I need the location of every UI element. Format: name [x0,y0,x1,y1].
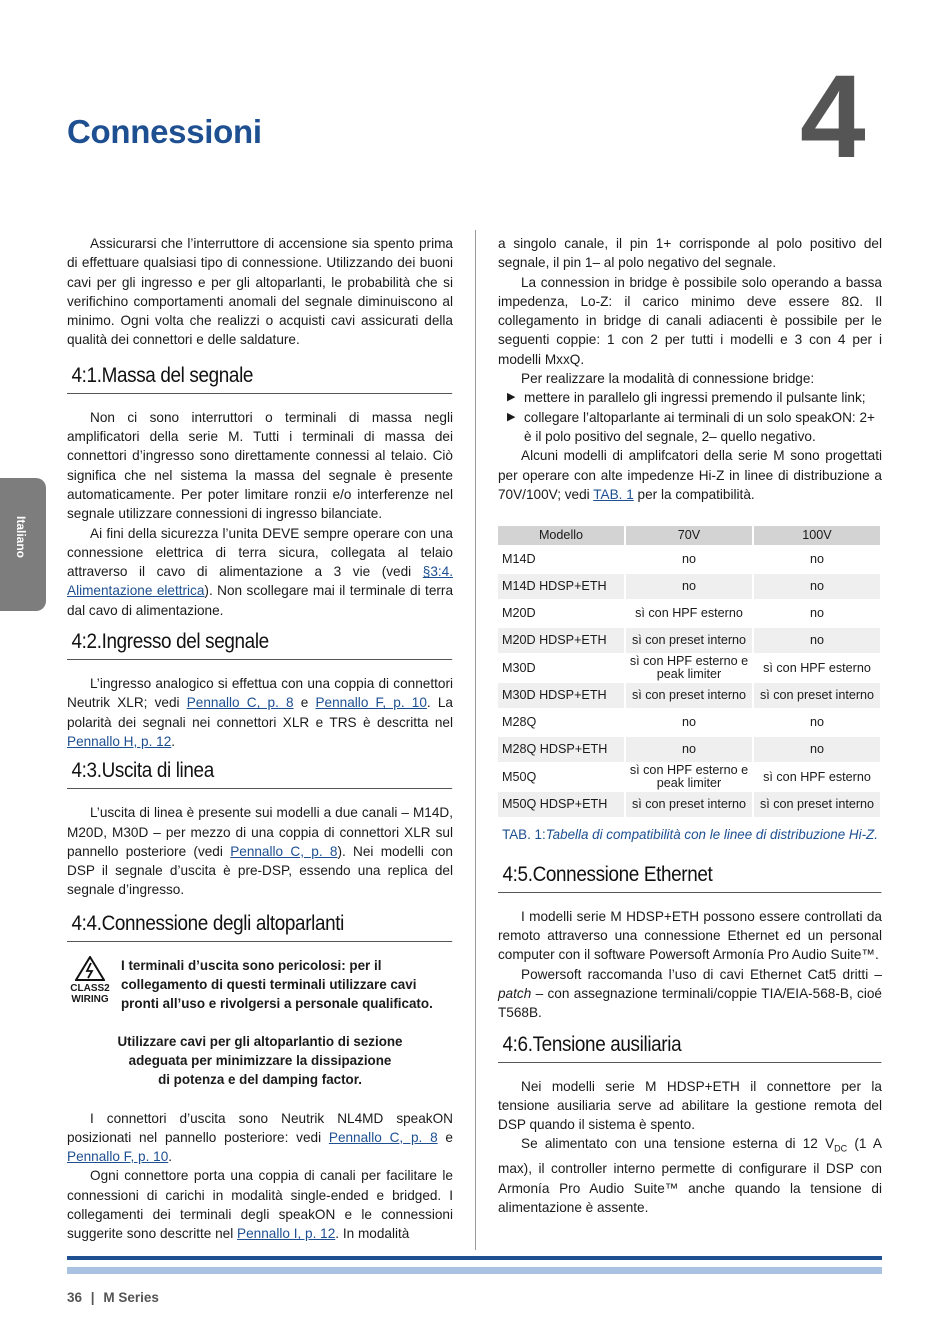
chapter-number: 4 [800,51,866,183]
table-cell: M28Q HDSP+ETH [498,737,624,762]
section-4-1-paragraph-1: Non ci sono interruttori o terminali di massa negli amplificatori della serie M. Tutti i terminali di massa dei connettori d’ingresso sono direttamente connessi al telaio. Ciò significa che nel sistema la massa del segnale è presente automaticamente. Per poter limitare ronzii e/o interferenze nel segnale utilizzare connessioni di ingresso bilanciate. [67,409,453,522]
list-item: ▶ collegare l’altoparlante ai terminali di un solo speakON: 2+ è il polo positivo del segnale, 2– quello negativo. [507,409,875,444]
chapter-title: Connessioni [67,113,262,150]
table-cell: M20D [498,601,624,626]
table-row [498,764,880,790]
table-cell: sì con preset interno [626,792,752,817]
table-cell: no [626,547,752,572]
table-row [498,574,880,599]
table-cell: M30D HDSP+ETH [498,683,624,708]
link-pennallo-h[interactable]: Pennallo H, p. 12 [67,733,172,749]
footer-separator: | [90,1290,95,1305]
bullet-arrow-icon: ▶ [507,391,516,404]
page-footer [67,1288,159,1307]
compatibility-table [496,524,882,819]
warning-text: I terminali d’uscita sono pericolosi: per il collegamento di questi terminali utilizzare cavi pronti all’uso e rivolgersi a personale qualificato. [121,957,433,1012]
table-cell: sì con preset interno [626,683,752,708]
right-paragraph-3: Per realizzare la modalità di connessione bridge: [521,371,815,387]
section-4-4-title: 4:4.Connessione degli altoparlanti [67,912,453,942]
table-cell: sì con preset interno [754,792,880,817]
footer-rule-dark [67,1256,882,1260]
table-cell: no [626,710,752,735]
link-pennallo-c-2[interactable]: Pennallo C, p. 8 [230,843,338,859]
language-tab[interactable] [0,478,46,611]
table-cell: no [754,547,880,572]
table-cell: M14D [498,547,624,572]
section-4-5-paragraph-2: Powersoft raccomanda l’uso di cavi Ethernet Cat5 dritti – patch – con assegnazione terminali/coppie TIA/EIA-568-B, cioé T568B. [498,966,882,1021]
table-cell: no [754,737,880,762]
table-header-row [498,526,880,545]
table-row [498,601,880,626]
link-pennallo-f[interactable]: Pennallo F, p. 10 [315,695,427,711]
section-4-6-paragraph-1: Nei modelli serie M HDSP+ETH il connettore per la tensione ausiliaria serve ad abilitare la gestione remota del DSP quando il sistema è spento. [498,1078,882,1133]
column-divider [475,230,476,1250]
table-row [498,683,880,708]
class2-wiring-icon: CLASS2 WIRING [67,956,113,1014]
list-item: ▶ mettere in parallelo gli ingressi premendo il pulsante link; [498,388,882,407]
link-pennallo-c[interactable]: Pennallo C, p. 8 [186,695,294,711]
section-4-4-paragraph-1: I connettori d’uscita sono Neutrik NL4MD speakON posizionati nel pannello posteriore: vedi Pennallo C, p. 8 e Pennallo F, p. 10. [67,1110,453,1165]
link-tab-1[interactable]: TAB. 1 [593,486,634,502]
table-cell: sì con preset interno [626,628,752,653]
table-cell: sì con HPF esterno [626,601,752,626]
table-cell: no [754,710,880,735]
section-4-2-title: 4:2.Ingresso del segnale [67,630,453,660]
left-column [67,234,453,1244]
table-cell: sì con preset interno [754,683,880,708]
bullet-arrow-icon: ▶ [507,410,516,423]
section-4-1-paragraph-2: Ai fini della sicurezza l’unita DEVE sempre operare con una connessione elettrica di terra sicura, collegata al telaio attraverso il cavo di alimentazione a 3 vie (vedi §3:4. Alimentazione elettrica). Non scollegare mai il terminale di terra dal cavo di alimentazione. [67,525,453,618]
cable-note: Utilizzare cavi per gli altoparlantio di sezione adeguata per minimizzare la dissipazione di potenza e del damping factor. [117,1033,403,1088]
table-cell: sì con HPF esterno [754,655,880,681]
footer-rule-light [67,1267,882,1274]
table-cell: sì con HPF esterno e peak limiter [626,655,752,681]
table-cell: M50Q HDSP+ETH [498,792,624,817]
section-4-6-title: 4:6.Tensione ausiliaria [498,1033,882,1063]
right-column [498,234,882,1217]
table-cell: no [754,601,880,626]
section-4-5-paragraph-1: I modelli serie M HDSP+ETH possono essere controllati da remoto attraverso una connessione Ethernet ed un personal computer con il software Powersoft Armonía Pro Audio Suite™. [498,908,882,963]
link-pennallo-i[interactable]: Pennallo I, p. 12 [237,1226,336,1242]
section-4-3-paragraph: L’uscita di linea è presente sui modelli a due canali – M14D, M20D, M30D – per mezzo di una coppia di connettori XLR sul pannello posteriore (vedi Pennallo C, p. 8). Nei modelli con DSP il segnale d’uscita è pre-DSP, essendo una replica del segnale d’ingresso. [67,805,453,898]
table-caption: TAB. 1:Tabella di compatibilità con le linee di distribuzione Hi-Z. [502,827,878,843]
warning-triangle-icon [75,956,105,981]
section-4-5-title: 4:5.Connessione Ethernet [498,863,882,893]
table-cell: M14D HDSP+ETH [498,574,624,599]
link-alimentazione[interactable]: §3:4. Alimentazione elettrica [67,564,453,599]
table-header-cell: Modello [498,526,624,545]
table-row [498,655,880,681]
table-cell: no [754,628,880,653]
link-pennallo-c-3[interactable]: Pennallo C, p. 8 [328,1129,438,1145]
bridge-steps-list [498,388,882,446]
section-4-6-paragraph-2: Se alimentato con una tensione esterna di 12 $V_{DC}$ (1 A max), il controller interno permette di configurare il DSP con Armonía Pro Audio Suite™ anche quando la tensione di alimentazione è assente. [498,1136,882,1216]
table-cell: sì con HPF esterno [754,764,880,790]
table-row [498,547,880,572]
table-row [498,737,880,762]
table-row [498,792,880,817]
table-cell: no [626,574,752,599]
table-cell: M28Q [498,710,624,735]
table-cell: M50Q [498,764,624,790]
table-cell: no [754,574,880,599]
page-number: 36 [67,1290,83,1305]
right-paragraph-1: a singolo canale, il pin 1+ corrisponde al polo positivo del segnale, il pin 1– al polo negativo del segnale. [498,236,882,271]
intro-paragraph: Assicurarsi che l’interruttore di accensione sia spento prima di effettuare qualsiasi tipo di connessione. Utilizzando dei buoni cavi per gli ingresso e per gli altoparlanti, le probabilità che si verifichino comportamenti anomali del segnale diminuiscono al minimo. Ogni volta che realizzi o acquisti cavi assicurati della qualità dei connettori e delle saldature. [67,236,453,348]
right-paragraph-4: Alcuni modelli di amplifcatori della serie M sono progettati per operare con alte impedenze Hi-Z in linee di distribuzione a 70V/100V; vedi TAB. 1 per la compatibilità. [498,448,882,502]
section-4-1-title: 4:1.Massa del segnale [67,364,453,394]
table-header-cell: 100V [754,526,880,545]
link-pennallo-f-2[interactable]: Pennallo F, p. 10 [67,1149,169,1165]
table-row [498,628,880,653]
series-name: M Series [103,1290,159,1305]
table-cell: M20D HDSP+ETH [498,628,624,653]
language-tab-label: Italiano [14,516,28,559]
warning-box [67,956,453,1014]
table-header-cell: 70V [626,526,752,545]
section-4-4-paragraph-2: Ogni connettore porta una coppia di canali per facilitare le connessioni di carichi in modalità single-ended e bridged. I collegamenti dei terminali degli speakON e le connessioni suggerite sono descritte nel Pennallo I, p. 12. In modalità [67,1168,453,1242]
table-cell: M30D [498,655,624,681]
table-cell: no [626,737,752,762]
table-cell: sì con HPF esterno e peak limiter [626,764,752,790]
right-paragraph-2: La connession in bridge è possibile solo operando a bassa impedenza, Lo-Z: il carico minimo deve essere 8Ω. Il collegamento in bridge di canali adiacenti è possibile per le seguenti coppie: 1 con 2 per tutti i modelli e 3 con 4 per i modelli MxxQ. [498,274,882,367]
table-row [498,710,880,735]
section-4-3-title: 4:3.Uscita di linea [67,759,453,789]
section-4-2-paragraph: L’ingresso analogico si effettua con una coppia di connettori Neutrik XLR; vedi Pennallo C, p. 8 e Pennallo F, p. 10. La polarità dei segnali nei connettori XLR e TRS è descritta nel Pennallo H, p. 12. [67,676,453,749]
